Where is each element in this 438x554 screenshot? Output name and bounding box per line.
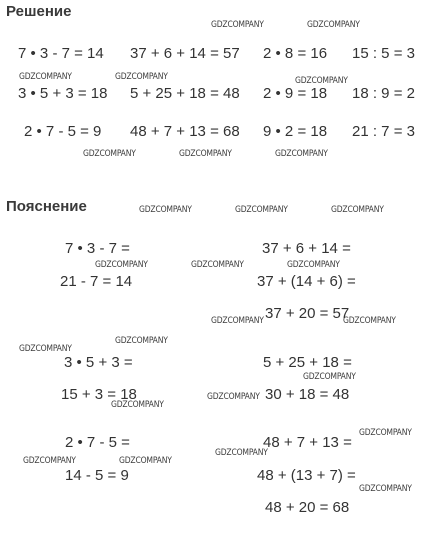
watermark-text: GDZCOMPANY [359,428,412,438]
watermark-text: GDZCOMPANY [331,205,384,215]
watermark-text: GDZCOMPANY [115,336,168,346]
watermark-text: GDZCOMPANY [235,205,288,215]
watermark-text: GDZCOMPANY [191,260,244,270]
explanation-step: 37 + 6 + 14 = [262,240,351,257]
explanation-step: 48 + 7 + 13 = [263,434,352,451]
watermark-text: GDZCOMPANY [211,316,264,326]
solution-equation: 2 • 9 = 18 [263,85,328,102]
solution-equation: 37 + 6 + 14 = 57 [130,45,240,62]
solution-equation: 21 : 7 = 3 [352,123,415,140]
solution-equation: 2 • 8 = 16 [263,45,328,62]
explanation-step: 5 + 25 + 18 = [263,354,352,371]
explanation-step: 48 + (13 + 7) = [257,467,356,484]
solution-equation: 15 : 5 = 3 [352,45,415,62]
explanation-step: 37 + 20 = 57 [265,305,350,322]
solution-equation: 18 : 9 = 2 [352,85,415,102]
watermark-text: GDZCOMPANY [19,72,72,82]
watermark-text: GDZCOMPANY [139,205,192,215]
watermark-text: GDZCOMPANY [19,344,72,354]
solution-equation: 48 + 7 + 13 = 68 [130,123,240,140]
watermark-text: GDZCOMPANY [215,448,268,458]
watermark-text: GDZCOMPANY [115,72,168,82]
explanation-step: 30 + 18 = 48 [265,386,350,403]
watermark-text: GDZCOMPANY [95,260,148,270]
watermark-text: GDZCOMPANY [211,20,264,30]
watermark-text: GDZCOMPANY [275,149,328,159]
solution-heading: Решение [6,3,72,20]
watermark-text: GDZCOMPANY [287,260,340,270]
explanation-step: 21 - 7 = 14 [60,273,133,290]
watermark-text: GDZCOMPANY [23,456,76,466]
watermark-text: GDZCOMPANY [207,392,260,402]
watermark-text: GDZCOMPANY [179,149,232,159]
solution-equation: 9 • 2 = 18 [263,123,328,140]
watermark-text: GDZCOMPANY [307,20,360,30]
watermark-text: GDZCOMPANY [111,400,164,410]
explanation-step: 14 - 5 = 9 [65,467,129,484]
explanation-step: 7 • 3 - 7 = [65,240,130,257]
watermark-text: GDZCOMPANY [119,456,172,466]
explanation-step: 48 + 20 = 68 [265,499,350,516]
solution-equation: 7 • 3 - 7 = 14 [18,45,104,62]
watermark-text: GDZCOMPANY [359,484,412,494]
explanation-heading: Пояснение [6,198,87,215]
watermark-text: GDZCOMPANY [343,316,396,326]
explanation-step: 2 • 7 - 5 = [65,434,130,451]
explanation-step: 15 + 3 = 18 [61,386,137,403]
solution-equation: 5 + 25 + 18 = 48 [130,85,240,102]
explanation-step: 37 + (14 + 6) = [257,273,356,290]
watermark-text: GDZCOMPANY [303,372,356,382]
solution-equation: 2 • 7 - 5 = 9 [24,123,102,140]
explanation-step: 3 • 5 + 3 = [64,354,133,371]
watermark-text: GDZCOMPANY [83,149,136,159]
watermark-text: GDZCOMPANY [295,76,348,86]
solution-equation: 3 • 5 + 3 = 18 [18,85,108,102]
